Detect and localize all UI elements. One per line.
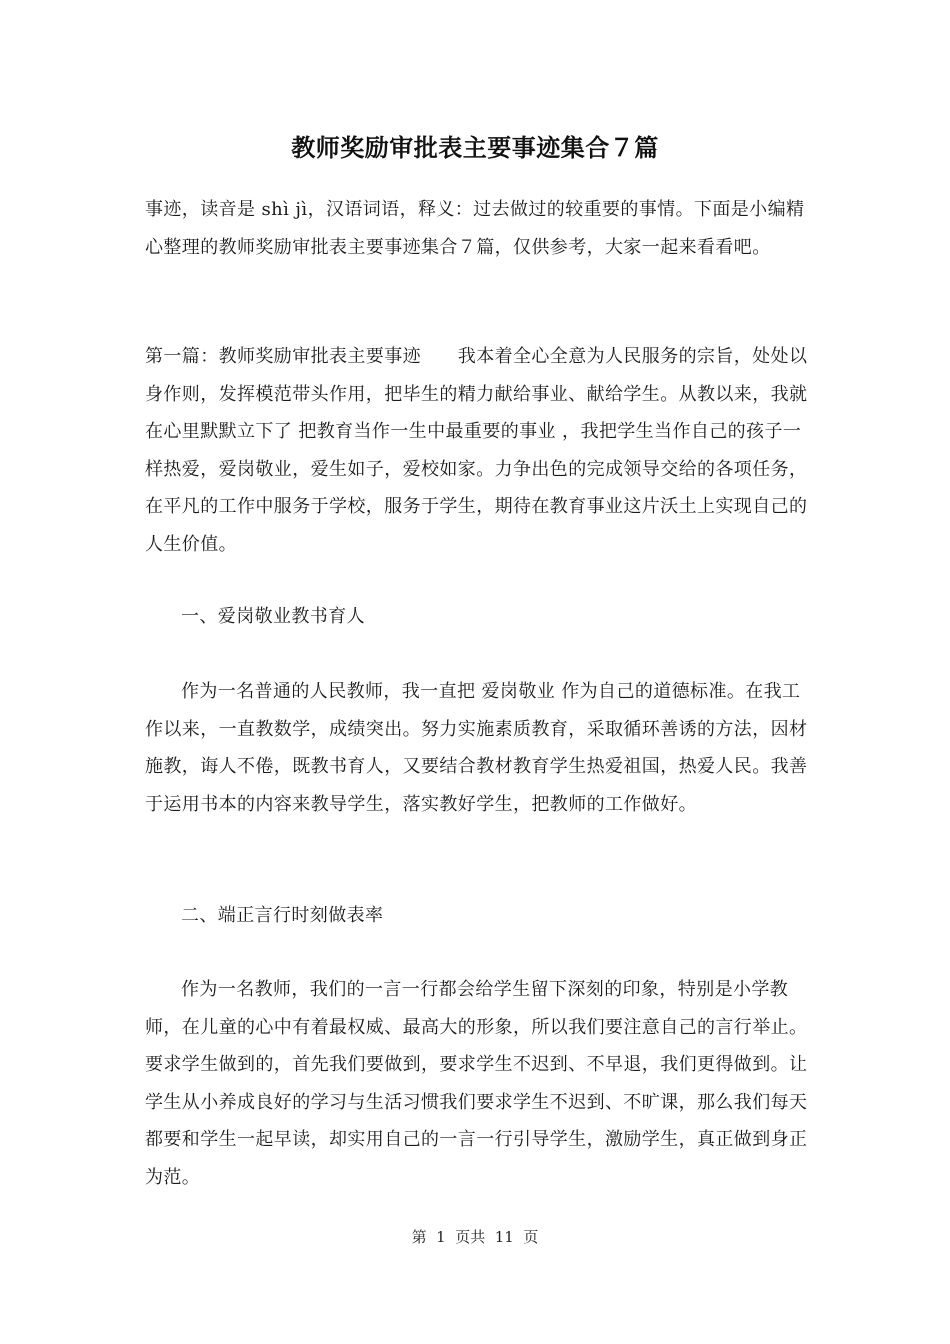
section-heading-1: 一、爱岗敬业教书育人 [181,606,365,627]
intro-paragraph: 事迹，读音是 shì jì，汉语词语，释义：过去做过的较重要的事情。下面是小编精心整理的教师奖励审批表主要事迹集合７篇，仅供参考，大家一起来看看吧。 [145,199,805,258]
chapter-one-paragraph: 第一篇：教师奖励审批表主要事迹 我本着全心全意为人民服务的宗旨，处处以身作则，发挥模范带头作用，把毕生的精力献给事业、献给学生。从教以来，我就在心里默默立下了 把教育当作一生中最重要的事业 ，我把学生当作自己的孩子一样热爱，爱岗敬业，爱生如子，爱校如家。力争出色的完成领导交给的各项任务，在平凡的工作中服务于学校，服务于学生，期待在教育事业这片沃土上实现自己的人生价值。 [145,346,808,555]
document-title: 教师奖励审批表主要事迹集合７篇 [291,134,659,162]
section-1-paragraph: 作为一名普通的人民教师，我一直把 爱岗敬业 作为自己的道德标准。在我工作以来，一直教数学，成绩突出。努力实施素质教育，采取循环善诱的方法，因材施教，诲人不倦，既教书育人，又要结合教材教育学生热爱祖国，热爱人民。我善于运用书本的内容来教导学生，落实教好学生，把教师的工作做好。 [145,681,808,815]
section-2-paragraph: 作为一名教师，我们的一言一行都会给学生留下深刻的印象，特别是小学教师，在儿童的心中有着最权威、最高大的形象，所以我们要注意自己的言行举止。要求学生做到的，首先我们要做到，要求学生不迟到、不早退，我们更得做到。让学生从小养成良好的学习与生活习惯我们要求学生不迟到、不旷课，那么我们每天都要和学生一起早读，却实用自己的一言一行引导学生，激励学生，真正做到身正为范。 [145,979,808,1188]
page-footer: 第 1 页共 11 页 [411,1228,539,1246]
section-heading-2: 二、端正言行时刻做表率 [181,905,384,926]
